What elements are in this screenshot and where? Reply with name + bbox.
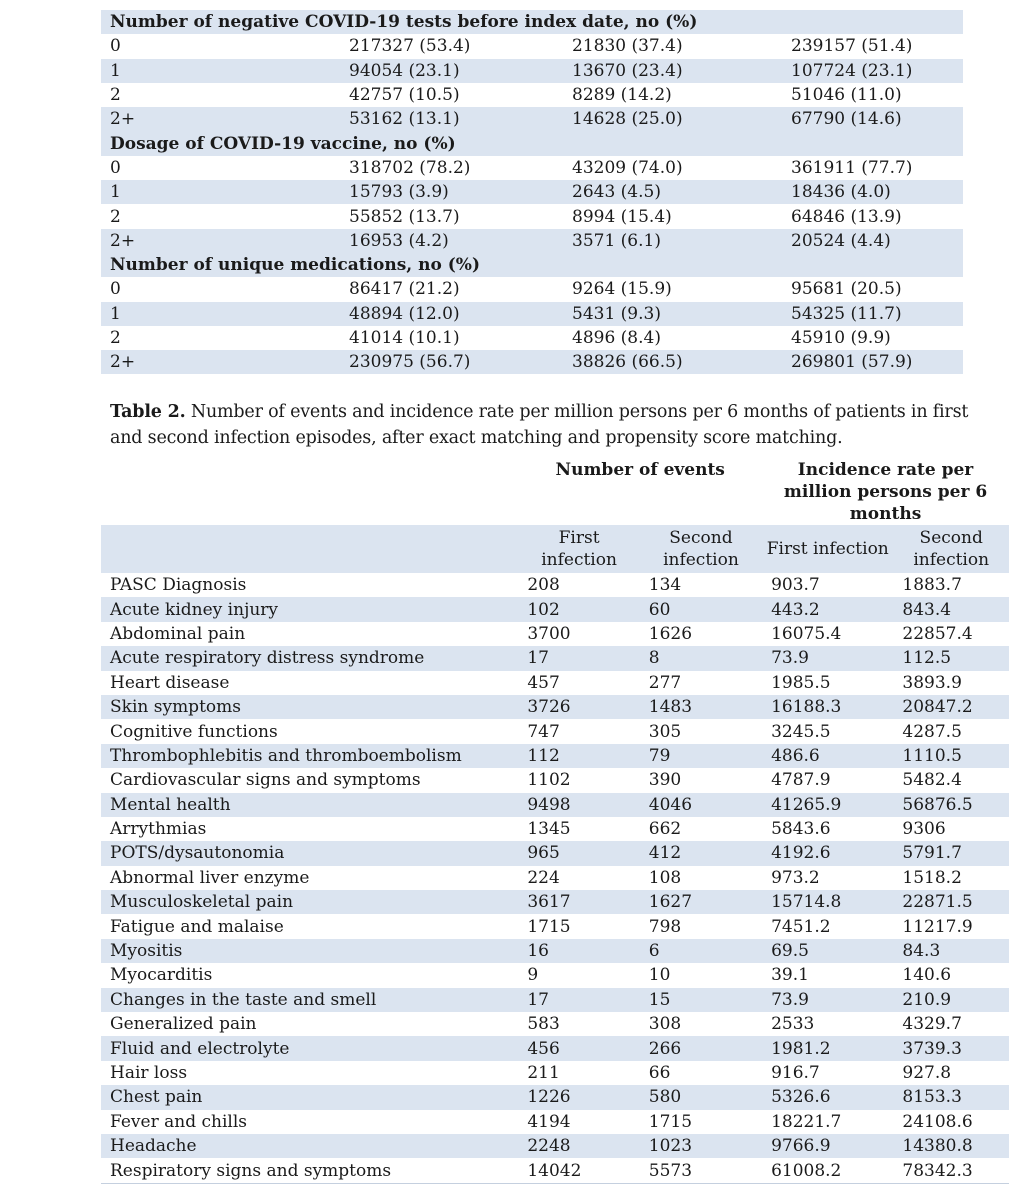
table-cell: 9498 — [518, 793, 639, 817]
section-title: Dosage of COVID-19 vaccine, no (%) — [101, 131, 963, 155]
table-cell: 456 — [518, 1036, 639, 1060]
table-cell: 6 — [640, 939, 762, 963]
table-cell: 266 — [640, 1036, 762, 1060]
table-cell: 1483 — [640, 695, 762, 719]
table-cell: 1226 — [518, 1085, 639, 1109]
table-row — [101, 59, 963, 83]
table-cell: 8994 (15.4) — [572, 206, 672, 227]
table-cell: 55852 (13.7) — [349, 206, 460, 227]
table-row — [101, 1085, 1009, 1109]
table-cell: 14628 (25.0) — [563, 107, 782, 131]
row-label: 2+ — [101, 350, 340, 374]
table-cell: 277 — [648, 672, 682, 693]
table-cell: 580 — [640, 1085, 762, 1109]
row-label: Acute kidney injury — [101, 597, 518, 621]
table-row — [101, 597, 1009, 621]
row-label: PASC Diagnosis — [110, 575, 247, 596]
row-label: 2+ — [101, 107, 340, 131]
table-cell: 112.5 — [893, 646, 1009, 670]
table-row — [101, 573, 1009, 597]
table-cell: 39.1 — [771, 965, 809, 986]
table-cell: 5791.7 — [893, 841, 1009, 865]
table-row — [101, 963, 1009, 987]
table-cell: 51046 (11.0) — [791, 85, 902, 106]
table-cell: 916.7 — [771, 1063, 820, 1083]
table-cell: 4329.7 — [902, 1014, 962, 1035]
row-label: 0 — [110, 157, 121, 178]
table-row — [101, 326, 963, 350]
table-cell: 16075.4 — [771, 623, 842, 644]
table-row — [101, 180, 963, 204]
table-cell: 3700 — [527, 623, 571, 644]
row-label: Fever and chills — [110, 1111, 247, 1132]
row-label: 0 — [110, 279, 121, 300]
table-cell: 15714.8 — [762, 890, 893, 914]
table-row — [101, 768, 1009, 792]
header-incidence-rate: Incidence rate per million persons per 6 months — [783, 460, 988, 524]
table-cell: 217327 (53.4) — [349, 36, 471, 57]
table-cell: 4192.6 — [762, 841, 893, 865]
table-cell: 9306 — [902, 819, 946, 840]
row-label: Mental health — [101, 793, 518, 817]
header-number-of-events: Number of events — [555, 460, 725, 480]
table-cell: 3245.5 — [771, 721, 831, 742]
table-cell: 208 — [527, 575, 560, 596]
table-row — [101, 671, 1009, 695]
table-cell: 140.6 — [902, 965, 952, 986]
table-cell: 5573 — [640, 1158, 762, 1183]
table-cell: 42757 (10.5) — [349, 85, 460, 106]
table-cell: 2248 — [518, 1134, 639, 1158]
table-cell: 305 — [648, 721, 682, 742]
table-row — [101, 695, 1009, 719]
table-cell: 5482.4 — [902, 770, 962, 791]
table-cell: 1715 — [527, 916, 571, 937]
table-cell: 318702 (78.2) — [349, 157, 471, 178]
table-row — [101, 939, 1009, 963]
table-cell: 16 — [518, 939, 639, 963]
table-cell: 54325 (11.7) — [782, 302, 963, 326]
table-row — [101, 302, 963, 326]
row-label: Cardiovascular signs and symptoms — [110, 770, 421, 791]
table-cell: 56876.5 — [893, 793, 1009, 817]
table-cell: 94054 (23.1) — [340, 59, 563, 83]
table-cell: 22871.5 — [893, 890, 1009, 914]
table-row — [101, 914, 1009, 938]
row-label: 1 — [101, 180, 340, 204]
table-cell: 230975 (56.7) — [340, 350, 563, 374]
table-cell: 903.7 — [771, 575, 820, 596]
table-cell: 84.3 — [893, 939, 1009, 963]
table-1-continuation — [101, 10, 963, 374]
table-cell: 18221.7 — [771, 1111, 842, 1132]
row-label: Acute respiratory distress syndrome — [101, 646, 518, 670]
table-2 — [101, 456, 1009, 1184]
row-label: 1 — [101, 59, 340, 83]
table-cell: 7451.2 — [771, 916, 831, 937]
table-2-sub-header-row — [101, 525, 1009, 573]
table-row — [101, 841, 1009, 865]
row-label: Abdominal pain — [110, 623, 246, 644]
table-cell: 15793 (3.9) — [340, 180, 563, 204]
section-title: Number of negative COVID-19 tests before index date, no (%) — [101, 10, 963, 34]
table-cell: 17 — [518, 646, 639, 670]
table-cell: 17 — [518, 988, 639, 1012]
table-cell: 69.5 — [762, 939, 893, 963]
row-label: Changes in the taste and smell — [101, 988, 518, 1012]
table-row — [101, 719, 1009, 743]
table-cell: 14380.8 — [893, 1134, 1009, 1158]
caption-text: Number of events and incidence rate per million persons per 6 months of patients in first and second infection episodes, after exact matching and propensity score matching. — [110, 402, 969, 448]
table-row — [101, 744, 1009, 768]
table-cell: 1518.2 — [902, 867, 962, 888]
section-header-row — [101, 131, 963, 155]
row-label: Thrombophlebitis and thromboembolism — [101, 744, 518, 768]
table-cell: 1981.2 — [762, 1036, 893, 1060]
row-label: Heart disease — [110, 672, 230, 693]
table-cell: 8289 (14.2) — [572, 85, 672, 106]
table-cell: 66 — [648, 1063, 671, 1083]
table-cell: 21830 (37.4) — [572, 36, 683, 57]
table-cell: 269801 (57.9) — [782, 350, 963, 374]
table-cell: 5326.6 — [762, 1085, 893, 1109]
sub-header-rate-second: Second infection — [893, 525, 1009, 573]
table-cell: 78342.3 — [893, 1158, 1009, 1183]
table-cell: 1985.5 — [771, 672, 831, 693]
table-cell: 16953 (4.2) — [340, 229, 563, 253]
table-row — [101, 1110, 1009, 1134]
table-cell: 3571 (6.1) — [563, 229, 782, 253]
table-cell: 2533 — [771, 1014, 815, 1035]
row-label: Abnormal liver enzyme — [110, 867, 310, 888]
table-cell: 48894 (12.0) — [340, 302, 563, 326]
table-cell: 107724 (23.1) — [782, 59, 963, 83]
table-cell: 13670 (23.4) — [563, 59, 782, 83]
table-cell: 15 — [640, 988, 762, 1012]
table-cell: 67790 (14.6) — [782, 107, 963, 131]
row-label: Headache — [101, 1134, 518, 1158]
row-label: 2 — [110, 328, 121, 348]
row-label: Musculoskeletal pain — [101, 890, 518, 914]
table-row — [101, 1061, 1009, 1085]
table-cell: 22857.4 — [902, 623, 973, 644]
table-cell: 53162 (13.1) — [340, 107, 563, 131]
table-cell: 1102 — [527, 770, 571, 791]
row-label: 0 — [110, 36, 121, 57]
row-label: 1 — [101, 302, 340, 326]
table-cell: 3893.9 — [902, 672, 962, 693]
table-row — [101, 107, 963, 131]
table-cell: 2643 (4.5) — [563, 180, 782, 204]
table-cell: 486.6 — [762, 744, 893, 768]
table-cell: 61008.2 — [762, 1158, 893, 1183]
table-cell: 747 — [527, 721, 560, 742]
row-label: Fluid and electrolyte — [101, 1036, 518, 1060]
table-2-caption — [110, 399, 990, 451]
table-cell: 9 — [527, 965, 539, 986]
table-cell: 5843.6 — [771, 819, 831, 840]
table-cell: 843.4 — [893, 597, 1009, 621]
row-label: Myositis — [101, 939, 518, 963]
row-label: Respiratory signs and symptoms — [101, 1158, 518, 1183]
table-cell: 134 — [648, 575, 682, 596]
sub-header-events-first: First infection — [518, 525, 639, 573]
table-cell: 18436 (4.0) — [782, 180, 963, 204]
table-cell: 927.8 — [902, 1063, 952, 1083]
table-row — [101, 1134, 1009, 1158]
sub-header-blank — [101, 525, 518, 573]
table-row — [101, 34, 963, 58]
table-cell: 60 — [640, 597, 762, 621]
table-row — [101, 817, 1009, 841]
table-cell: 8153.3 — [893, 1085, 1009, 1109]
table-row — [101, 350, 963, 374]
table-cell: 4896 (8.4) — [572, 328, 661, 348]
table-cell: 4194 — [527, 1111, 571, 1132]
table-cell: 1626 — [648, 623, 693, 644]
table-2-group-header-row — [101, 456, 1009, 525]
table-row — [101, 1036, 1009, 1060]
table-cell: 79 — [640, 744, 762, 768]
table-cell: 1023 — [640, 1134, 762, 1158]
table-cell: 3617 — [518, 890, 639, 914]
table-cell: 38826 (66.5) — [563, 350, 782, 374]
section-header-row — [101, 253, 963, 277]
table-cell: 8 — [640, 646, 762, 670]
section-header-row — [101, 10, 963, 34]
table-cell: 361911 (77.7) — [791, 157, 913, 178]
row-label: Cognitive functions — [110, 721, 278, 742]
row-label: POTS/dysautonomia — [101, 841, 518, 865]
table-cell: 224 — [527, 867, 560, 888]
table-row — [101, 988, 1009, 1012]
table-row — [101, 1012, 1009, 1036]
table-row — [101, 890, 1009, 914]
row-label: Fatigue and malaise — [110, 916, 284, 937]
table-cell: 41014 (10.1) — [349, 328, 460, 348]
table-cell: 11217.9 — [902, 916, 973, 937]
table-cell: 583 — [527, 1014, 560, 1035]
table-row — [101, 156, 963, 180]
table-cell: 73.9 — [762, 646, 893, 670]
row-label: 2 — [110, 85, 121, 106]
table-cell: 390 — [648, 770, 682, 791]
table-cell: 973.2 — [771, 867, 820, 888]
caption-label: Table 2. — [110, 402, 186, 422]
table-cell: 9264 (15.9) — [572, 279, 672, 300]
row-label: Myocarditis — [110, 965, 213, 986]
table-cell: 239157 (51.4) — [791, 36, 913, 57]
table-cell: 1627 — [640, 890, 762, 914]
table-cell: 5431 (9.3) — [563, 302, 782, 326]
table-cell: 3739.3 — [893, 1036, 1009, 1060]
table-cell: 16188.3 — [762, 695, 893, 719]
table-cell: 20524 (4.4) — [782, 229, 963, 253]
table-cell: 73.9 — [762, 988, 893, 1012]
table-cell: 1345 — [527, 819, 571, 840]
table-cell: 4046 — [640, 793, 762, 817]
sub-header-events-second: Second infection — [640, 525, 762, 573]
table-cell: 41265.9 — [762, 793, 893, 817]
table-cell: 662 — [648, 819, 682, 840]
table-cell: 308 — [648, 1014, 682, 1035]
table-row — [101, 1158, 1009, 1183]
table-cell: 1883.7 — [902, 575, 962, 596]
table-cell: 43209 (74.0) — [572, 157, 683, 178]
table-cell: 3726 — [518, 695, 639, 719]
table-cell: 10 — [648, 965, 671, 986]
table-cell: 412 — [640, 841, 762, 865]
sub-header-rate-first: First infection — [762, 525, 893, 573]
table-cell: 457 — [527, 672, 560, 693]
table-cell: 112 — [518, 744, 639, 768]
table-cell: 1110.5 — [893, 744, 1009, 768]
section-title: Number of unique medications, no (%) — [101, 253, 963, 277]
table-cell: 1715 — [648, 1111, 693, 1132]
row-label: Chest pain — [101, 1085, 518, 1109]
table-cell: 210.9 — [893, 988, 1009, 1012]
table-cell: 102 — [518, 597, 639, 621]
table-row — [101, 83, 963, 107]
table-cell: 9766.9 — [762, 1134, 893, 1158]
table-cell: 4787.9 — [771, 770, 831, 791]
table-cell: 64846 (13.9) — [791, 206, 902, 227]
table-cell: 20847.2 — [893, 695, 1009, 719]
header-blank — [101, 456, 518, 525]
row-label: Generalized pain — [110, 1014, 257, 1035]
table-row — [101, 204, 963, 228]
row-label: 2+ — [101, 229, 340, 253]
table-cell: 798 — [648, 916, 682, 937]
table-row — [101, 646, 1009, 670]
table-cell: 86417 (21.2) — [349, 279, 460, 300]
table-row — [101, 229, 963, 253]
table-cell: 24108.6 — [902, 1111, 973, 1132]
row-label: Arrythmias — [110, 819, 207, 840]
table-row — [101, 793, 1009, 817]
table-cell: 95681 (20.5) — [791, 279, 902, 300]
table-cell: 965 — [518, 841, 639, 865]
table-cell: 443.2 — [762, 597, 893, 621]
row-label: Hair loss — [110, 1063, 188, 1083]
table-cell: 14042 — [518, 1158, 639, 1183]
table-cell: 45910 (9.9) — [791, 328, 891, 348]
table-row — [101, 866, 1009, 890]
table-cell: 211 — [527, 1063, 560, 1083]
table-cell: 108 — [648, 867, 682, 888]
row-label: Skin symptoms — [101, 695, 518, 719]
table-row — [101, 622, 1009, 646]
row-label: 2 — [110, 206, 121, 227]
table-cell: 4287.5 — [902, 721, 962, 742]
table-row — [101, 277, 963, 301]
